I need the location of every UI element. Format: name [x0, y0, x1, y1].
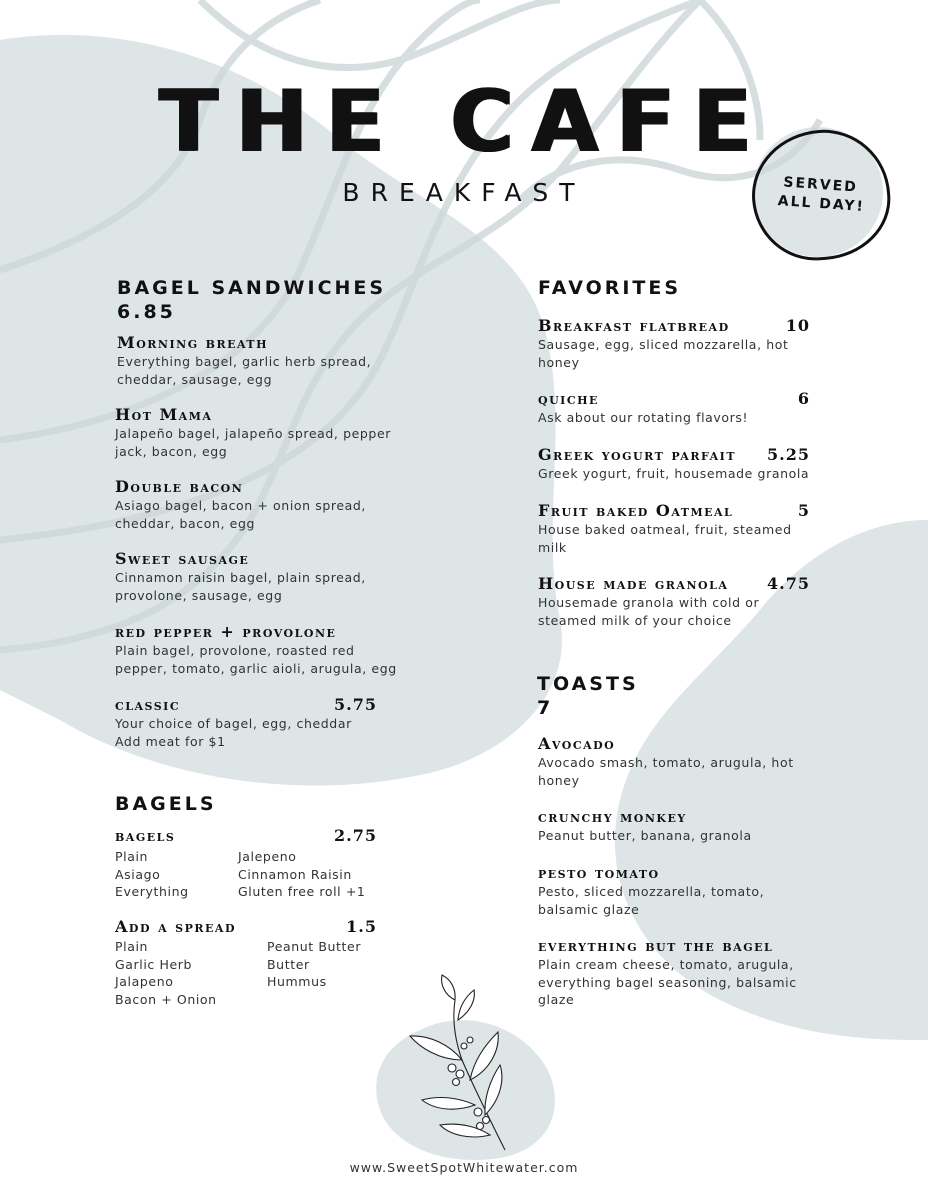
item-desc: Greek yogurt, fruit, housemade granola	[538, 466, 810, 481]
item-price: 1.5	[346, 917, 377, 936]
section-title: FAVORITES	[538, 277, 682, 299]
item-name: Add a spread	[115, 917, 236, 936]
menu-item	[117, 333, 417, 388]
item-desc: everything bagel seasoning, balsamic	[538, 974, 797, 990]
menu-item	[538, 936, 838, 1009]
option: Plain	[115, 939, 149, 954]
item-desc: steamed milk of your choice	[538, 612, 732, 628]
item-name: Hot Mama	[115, 405, 213, 424]
item-name: Morning breath	[117, 333, 268, 352]
item-name: bagels	[115, 826, 176, 845]
item-desc: Everything bagel, garlic herb spread,	[117, 354, 372, 369]
item-desc: cheddar, sausage, egg	[117, 371, 273, 387]
badge-line-2: ALL DAY!	[777, 192, 866, 216]
spread-block	[115, 917, 377, 937]
item-name: classic	[115, 695, 181, 714]
item-desc: Plain bagel, provolone, roasted red	[115, 643, 355, 658]
page-subtitle: BREAKFAST	[342, 178, 586, 207]
item-desc: Asiago bagel, bacon + onion spread,	[115, 498, 367, 513]
item-desc: jack, bacon, egg	[115, 443, 228, 459]
option: Peanut Butter	[267, 939, 362, 954]
item-desc: Add meat for $1	[115, 733, 226, 749]
option: Plain	[115, 849, 149, 864]
menu-item	[538, 316, 810, 371]
menu-item	[538, 501, 810, 556]
item-desc: Pesto, sliced mozzarella, tomato,	[538, 884, 765, 899]
item-name: crunchy monkey	[538, 807, 687, 826]
option: Everything	[115, 884, 189, 899]
item-desc: Sausage, egg, sliced mozzarella, hot	[538, 337, 789, 352]
option: Gluten free roll +1	[238, 884, 366, 899]
menu-item	[538, 734, 828, 789]
toasts-section	[537, 672, 787, 720]
item-desc: Jalapeño bagel, jalapeño spread, pepper	[115, 426, 391, 441]
option: Asiago	[115, 866, 161, 882]
bagel-sandwiches-section	[117, 276, 417, 324]
item-name: Avocado	[538, 734, 616, 753]
menu-item	[538, 445, 810, 483]
option: Jalapeno	[115, 974, 174, 989]
item-desc: Cinnamon raisin bagel, plain spread,	[115, 570, 366, 585]
item-name: everything but the bagel	[538, 936, 774, 955]
option: Bacon + Onion	[115, 991, 217, 1007]
item-desc: balsamic glaze	[538, 901, 640, 917]
menu-item	[115, 549, 415, 604]
item-desc: Housemade granola with cold or	[538, 595, 760, 610]
menu-item	[115, 405, 415, 460]
option: Jalepeno	[238, 849, 297, 864]
item-price: 5.75	[334, 695, 377, 714]
item-price: 5.25	[767, 445, 810, 464]
badge-line-1: SERVED	[782, 174, 859, 196]
item-desc: provolone, sausage, egg	[115, 587, 283, 603]
item-name: Greek yogurt parfait	[538, 445, 737, 464]
menu-item	[538, 574, 810, 629]
item-name: red pepper + provolone	[115, 622, 337, 641]
section-title: TOASTS	[537, 673, 639, 695]
section-title: BAGELS	[115, 793, 217, 815]
item-price: 2.75	[334, 826, 377, 845]
item-desc: milk	[538, 539, 567, 555]
item-price: 5	[797, 501, 810, 520]
section-price: 6.85	[117, 301, 176, 323]
item-name: Sweet sausage	[115, 549, 250, 568]
menu-item	[538, 389, 810, 427]
menu-item	[538, 863, 828, 918]
spread-options-col1	[115, 938, 217, 1008]
menu-item	[115, 622, 415, 677]
item-name: Fruit baked Oatmeal	[538, 501, 734, 520]
item-desc: Avocado smash, tomato, arugula, hot	[538, 755, 794, 770]
option: Butter	[267, 956, 310, 972]
item-desc: Ask about our rotating flavors!	[538, 410, 749, 425]
item-name: Breakfast flatbread	[538, 316, 730, 335]
item-name: quiche	[538, 389, 599, 408]
item-name: Double bacon	[115, 477, 244, 496]
item-desc: Plain cream cheese, tomato, arugula,	[538, 957, 794, 972]
item-desc: honey	[538, 354, 580, 370]
item-price: 4.75	[767, 574, 810, 593]
item-desc: Your choice of bagel, egg, cheddar	[115, 716, 352, 731]
bagels-options-col2	[238, 848, 365, 901]
item-price: 10	[785, 316, 810, 335]
item-desc: Peanut butter, banana, granola	[538, 828, 752, 843]
item-desc: glaze	[538, 992, 575, 1007]
item-price: 6	[797, 389, 810, 408]
item-desc: honey	[538, 772, 580, 788]
section-title: BAGEL SANDWICHES	[117, 277, 387, 299]
section-price: 7	[537, 697, 554, 719]
spread-options-col2	[267, 938, 361, 991]
option: Garlic Herb	[115, 956, 193, 972]
menu-item	[115, 477, 415, 532]
bagels-options-col1	[115, 848, 189, 901]
menu-item	[538, 807, 828, 845]
bagels-block	[115, 826, 377, 846]
item-name: pesto tomato	[538, 863, 660, 882]
item-name: House made granola	[538, 574, 729, 593]
item-desc: pepper, tomato, garlic aioli, arugula, egg	[115, 660, 397, 676]
footer-website-link[interactable]: www.SweetSpotWhitewater.com	[349, 1160, 579, 1175]
page-title: THE CAFE	[158, 72, 770, 172]
item-desc: cheddar, bacon, egg	[115, 515, 256, 531]
bottom-blob	[376, 1020, 555, 1160]
option: Hummus	[267, 974, 327, 989]
option: Cinnamon Raisin	[238, 866, 352, 882]
menu-item	[115, 695, 377, 750]
item-desc: House baked oatmeal, fruit, steamed	[538, 522, 792, 537]
